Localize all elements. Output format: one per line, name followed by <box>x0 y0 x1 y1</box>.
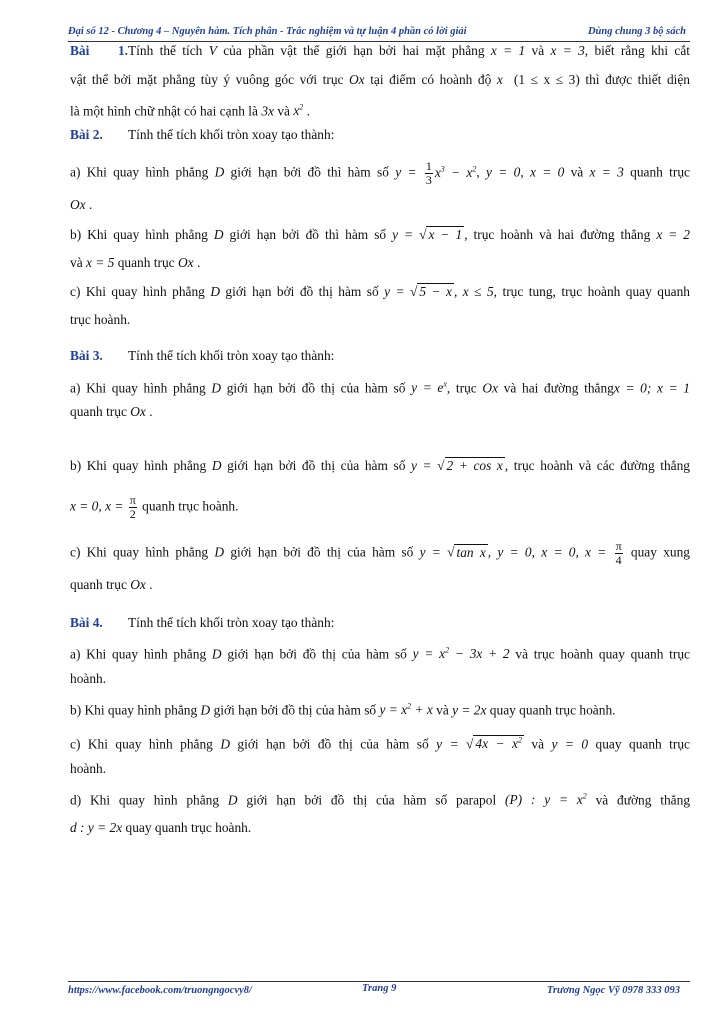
footer-author: Trương Ngọc Vỹ 0978 333 093 <box>546 985 680 996</box>
bai4-d-line2: d : y = 2x quay quanh trục hoành. <box>70 820 252 835</box>
header-title: Đại số 12 - Chương 4 – Nguyên hàm. Tích phân - Trắc nghiệm và tự luận 4 phần có lời giải <box>68 26 467 37</box>
bai4-c-line1: c) Khi quay hình phẳng D giới hạn bởi đồ thị của hàm số y = √ $4x - x^2$ và y = 0 quay quanh trục <box>70 736 690 752</box>
bai3-c-line1: c) Khi quay hình phẳng D giới hạn bởi đồ thị của hàm số y = √ tan x , y = 0, x = 0, x = $\frac{\pi}{4}$ quay xung <box>70 539 690 567</box>
bai3-heading: Bài 3. Tính thể tích khối tròn xoay tạo thành: <box>70 348 335 363</box>
bai2-c-line1: c) Khi quay hình phẳng D giới hạn bởi đồ thị hàm số y = √ 5 − x , x ≤ 5, trục tung, trục hoành quay quanh <box>70 284 690 299</box>
bai3-b-line2: x = 0, x = $\frac{\pi}{2}$ quanh trục hoành. <box>70 493 239 521</box>
bai4-c-line2: hoành. <box>70 761 107 776</box>
bai4-heading: Bài 4. Tính thể tích khối tròn xoay tạo thành: <box>70 615 335 630</box>
bai3-a-line1: a) Khi quay hình phẳng D giới hạn bởi đồ thị của hàm số $y = e^x$, trục Ox và hai đường thẳngx = 0; x = 1 <box>70 380 690 396</box>
bai3-label: Bài 3. <box>70 348 103 363</box>
page-footer <box>68 985 690 1001</box>
bai2-b-line1: b) Khi quay hình phẳng D giới hạn bởi đồ thì hàm số y = √ x − 1 , trục hoành và hai đường thẳng x = 2 <box>70 227 691 242</box>
bai4-a-line2: hoành. <box>70 671 107 686</box>
bai2-heading: Bài 2. Tính thể tích khối tròn xoay tạo thành: <box>70 127 335 142</box>
bai4-b-line: b) Khi quay hình phẳng D giới hạn bởi đồ thị của hàm số $y = x^2 + x$ và y = 2x quay quanh trục hoành. <box>70 702 616 718</box>
bai2-b-line2: và x = 5 quanh trục Ox . <box>70 255 201 270</box>
bai1-line2: vật thể bởi mặt phẳng tùy ý vuông góc với trục Ox tại điểm có hoành độ x (1 ≤ x ≤ 3) thì được thiết diện <box>70 72 690 87</box>
footer-divider <box>68 981 690 982</box>
page-header <box>68 26 690 42</box>
bai1-label: Bài 1. <box>70 43 128 58</box>
bai4-label: Bài 4. <box>70 615 103 630</box>
fraction-pi-over-2: $\frac{\pi}{2}$ <box>129 493 136 521</box>
bai1-line1: Bài 1.Tính thể tích V của phần vật thể giới hạn bởi hai mặt phẳng x = 1 và x = 3, biết rằng khi cắt <box>70 43 690 58</box>
fraction-pi-over-4: $\frac{\pi}{4}$ <box>615 539 622 567</box>
page-number: Trang 9 <box>362 983 397 994</box>
bai2-a-line2: Ox . <box>70 197 93 212</box>
bai4-d-line1: d) Khi quay hình phẳng D giới hạn bởi đồ thị của hàm số parapol (P) : $y = x^2$ và đường thẳng <box>70 792 691 808</box>
bai4-a-line1: a) Khi quay hình phẳng D giới hạn bởi đồ thị của hàm số $y = x^2 - 3x + 2$ và trục hoành quay quanh trục <box>70 646 690 662</box>
header-book-note: Dùng chung 3 bộ sách <box>587 26 686 37</box>
footer-facebook-link[interactable]: https://www.facebook.com/truongngocvy8/ <box>68 985 252 996</box>
bai2-a-line1: a) Khi quay hình phẳng D giới hạn bởi đồ thì hàm số y = $\frac{1}{3}$ $x^3 - x^2$, y = 0, x = 0 và x = 3 quanh trục <box>70 159 690 187</box>
bai1-line3: là một hình chữ nhật có hai cạnh là 3x và $x^2$ . <box>70 103 310 119</box>
bai3-b-line1: b) Khi quay hình phẳng D giới hạn bởi đồ thị của hàm số y = √ 2 + cos x , trục hoành và các đường thẳng <box>70 458 690 473</box>
bai2-c-line2: trục hoành. <box>70 312 131 327</box>
bai2-label: Bài 2. <box>70 127 103 142</box>
bai3-a-line2: quanh trục Ox . <box>70 404 153 419</box>
bai3-c-line2: quanh trục Ox . <box>70 577 153 592</box>
fraction-one-third: $\frac{1}{3}$ <box>425 159 432 187</box>
